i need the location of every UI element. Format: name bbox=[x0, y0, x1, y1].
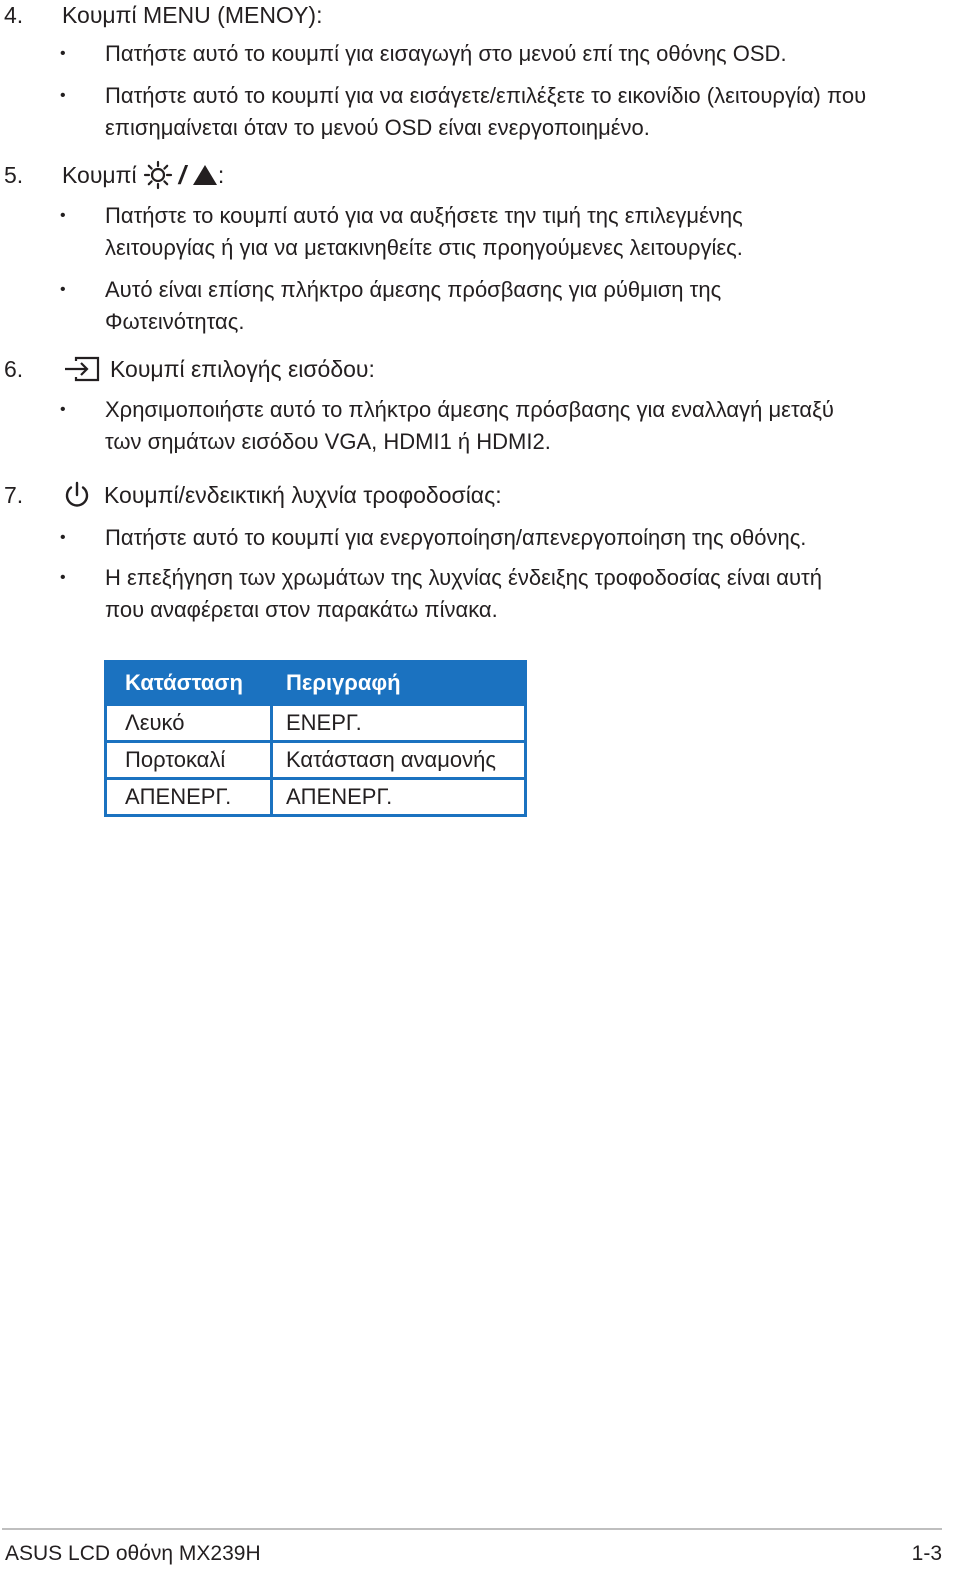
item-6-heading bbox=[4, 354, 375, 384]
table-header-row bbox=[106, 662, 526, 705]
item-title: Κουμπί MENU (ΜΕΝΟΥ): bbox=[62, 2, 323, 28]
input-select-icon bbox=[62, 355, 102, 383]
list-item bbox=[60, 394, 950, 458]
footer-product-name: ASUS LCD οθόνη MX239H bbox=[5, 1542, 261, 1565]
bullet-marker: • bbox=[60, 529, 66, 546]
item-title: Κουμπί επιλογής εισόδου: bbox=[110, 356, 375, 382]
item-number: 5. bbox=[4, 162, 24, 188]
bullet-text: Αυτό είναι επίσης πλήκτρο άμεσης πρόσβασης για ρύθμιση της Φωτεινότητας. bbox=[105, 277, 722, 334]
item-5-heading bbox=[4, 160, 224, 190]
brightness-icon bbox=[143, 160, 173, 190]
item-number: 6. bbox=[4, 356, 24, 382]
table-row bbox=[106, 742, 526, 779]
heading-suffix: : bbox=[217, 162, 225, 188]
list-item bbox=[60, 80, 950, 144]
item-title: Κουμπί/ενδεικτική λυχνία τροφοδοσίας: bbox=[104, 482, 502, 508]
table-cell: ΑΠΕΝΕΡΓ. bbox=[106, 779, 272, 816]
bullet-marker: • bbox=[60, 569, 66, 586]
list-item bbox=[60, 38, 950, 70]
item-7-heading bbox=[4, 480, 502, 510]
bullet-marker: • bbox=[60, 281, 66, 298]
table-row bbox=[106, 705, 526, 742]
table-cell: Λευκό bbox=[106, 705, 272, 742]
power-indicator-table bbox=[104, 660, 527, 817]
list-item bbox=[60, 200, 950, 264]
column-header-status: Κατάσταση bbox=[106, 662, 272, 705]
item-title-prefix: Κουμπί bbox=[62, 162, 137, 188]
bullet-marker: • bbox=[60, 87, 66, 104]
table-cell: Πορτοκαλί bbox=[106, 742, 272, 779]
item-4-heading bbox=[4, 0, 322, 30]
bullet-text: Η επεξήγηση των χρωμάτων της λυχνίας ένδειξης τροφοδοσίας είναι αυτή που αναφέρεται στον παρακάτω πίνακα. bbox=[105, 565, 822, 622]
bullet-text: Πατήστε αυτό το κουμπί για να εισάγετε/επιλέξετε το εικονίδιο (λειτουργία) που επισημαίνεται όταν το μενού OSD είναι ενεργοποιημένο. bbox=[105, 83, 867, 140]
footer-divider bbox=[2, 1528, 942, 1530]
list-item bbox=[60, 522, 950, 554]
bullet-marker: • bbox=[60, 45, 66, 62]
bullet-text: Πατήστε το κουμπί αυτό για να αυξήσετε την τιμή της επιλεγμένης λειτουργίας ή για να μετακινηθείτε στις προηγούμενες λειτουργίες. bbox=[105, 203, 743, 260]
table-cell: Κατάσταση αναμονής bbox=[272, 742, 526, 779]
list-item bbox=[60, 562, 950, 626]
bullet-text: Πατήστε αυτό το κουμπί για ενεργοποίηση/απενεργοποίηση της οθόνης. bbox=[105, 525, 807, 550]
page-number: 1-3 bbox=[911, 1542, 942, 1565]
bullet-marker: • bbox=[60, 207, 66, 224]
item-number: 4. bbox=[4, 2, 24, 28]
column-header-description: Περιγραφή bbox=[272, 662, 526, 705]
bullet-text: Χρησιμοποιήστε αυτό το πλήκτρο άμεσης πρόσβασης για εναλλαγή μεταξύ των σημάτων εισόδου VGA, HDMI1 ή HDMI2. bbox=[105, 397, 834, 454]
list-item bbox=[60, 274, 950, 338]
table-row bbox=[106, 779, 526, 816]
power-icon bbox=[62, 480, 92, 510]
bullet-text: Πατήστε αυτό το κουμπί για εισαγωγή στο μενού επί της οθόνης OSD. bbox=[105, 41, 787, 66]
table-cell: ΕΝΕΡΓ. bbox=[272, 705, 526, 742]
up-triangle-icon bbox=[192, 163, 218, 187]
bullet-marker: • bbox=[60, 401, 66, 418]
heading-separator: / bbox=[178, 160, 186, 190]
item-number: 7. bbox=[4, 482, 24, 508]
table-cell: ΑΠΕΝΕΡΓ. bbox=[272, 779, 526, 816]
